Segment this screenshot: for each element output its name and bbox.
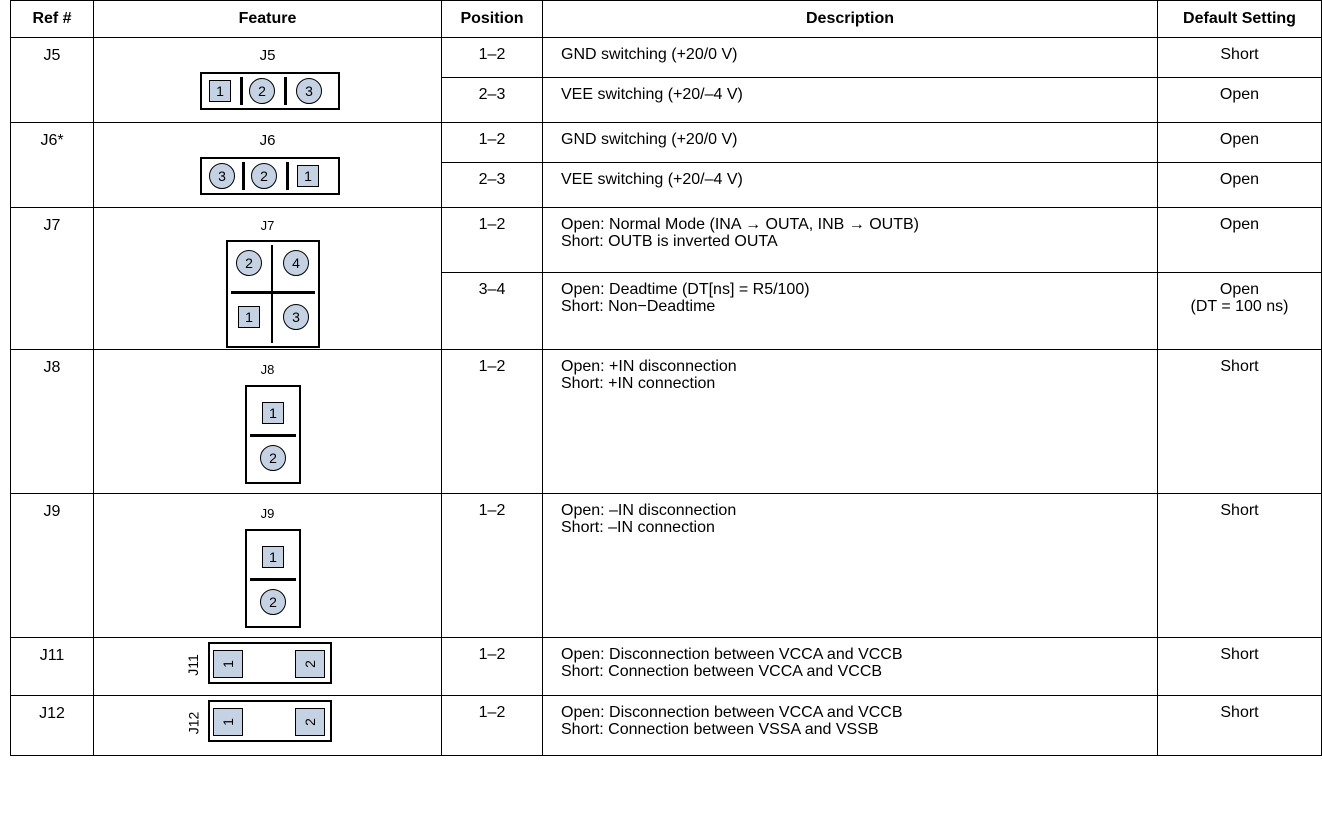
- pin-round: 2: [249, 78, 275, 104]
- pin-number: 2: [301, 718, 318, 726]
- default-cell: [1158, 208, 1322, 273]
- default-cell: [1158, 273, 1322, 350]
- description-line: Open: Disconnection between VCCA and VCCB: [561, 704, 903, 721]
- description-line: Short: OUTB is inverted OUTA: [561, 233, 778, 250]
- header-outline: [208, 642, 332, 684]
- ref-cell: J12: [11, 696, 94, 756]
- table-row: [11, 350, 1322, 494]
- default-value: Short: [1220, 502, 1259, 519]
- table-row: [11, 696, 1322, 756]
- table-row: [11, 638, 1322, 696]
- feature-cell: [94, 38, 442, 123]
- description-line: Short: Connection between VSSA and VSSB: [561, 721, 879, 738]
- pin-square: [295, 650, 325, 678]
- description-cell: [543, 350, 1158, 494]
- description-line: VEE switching (+20/–4 V): [561, 171, 743, 188]
- default-value: Short: [1220, 646, 1259, 663]
- default-value: Short: [1220, 358, 1259, 375]
- pin-round: 2: [260, 589, 286, 615]
- ref-cell: J5: [11, 38, 94, 123]
- pin-round: 3: [209, 163, 235, 189]
- pin-round: 3: [283, 304, 309, 330]
- shorting-bar: [242, 162, 245, 190]
- header-feature: Feature: [94, 1, 442, 38]
- description-cell: [543, 494, 1158, 638]
- feature-cell: [94, 123, 442, 208]
- description-line: Short: +IN connection: [561, 375, 716, 392]
- description-cell: [543, 123, 1158, 163]
- divider: [271, 245, 273, 343]
- table-row: [11, 208, 1322, 273]
- position-cell: 1–2: [442, 38, 543, 78]
- pin-square: 1: [262, 402, 284, 424]
- default-value: Open: [1219, 131, 1260, 148]
- description-cell: [543, 163, 1158, 208]
- header-outline: [245, 385, 301, 484]
- header-outline: [245, 529, 301, 628]
- header-outline: [226, 240, 320, 348]
- pin-square: [295, 708, 325, 736]
- position-cell: 2–3: [442, 163, 543, 208]
- default-cell: [1158, 163, 1322, 208]
- default-value: Open: [1219, 171, 1260, 188]
- description-line: VEE switching (+20/–4 V): [561, 86, 743, 103]
- description-line: Short: –IN connection: [561, 519, 715, 536]
- default-value: Short: [1220, 704, 1259, 721]
- description-cell: [543, 696, 1158, 756]
- default-note: (DT = 100 ns): [1190, 298, 1289, 315]
- position-cell: 1–2: [442, 494, 543, 638]
- description-cell: [543, 38, 1158, 78]
- feature-label: J5: [259, 47, 276, 64]
- default-cell: [1158, 78, 1322, 123]
- description-line: Short: Non−Deadtime: [561, 298, 716, 315]
- default-cell: [1158, 638, 1322, 696]
- feature-label: J9: [260, 506, 275, 521]
- default-value: Open: [1219, 86, 1260, 103]
- shorting-bar: [240, 77, 243, 105]
- description-line: GND switching (+20/0 V): [561, 46, 738, 63]
- position-cell: 1–2: [442, 696, 543, 756]
- header-row: [11, 1, 1322, 38]
- pin-round: 3: [296, 78, 322, 104]
- pin-round: 2: [251, 163, 277, 189]
- shorting-bar: [231, 291, 315, 294]
- feature-cell: [94, 494, 442, 638]
- pin-square: 1: [209, 80, 231, 102]
- pin-number: 1: [219, 660, 236, 668]
- feature-cell: [94, 638, 442, 696]
- ref-cell: J6*: [11, 123, 94, 208]
- ref-cell: J9: [11, 494, 94, 638]
- header-outline: [200, 157, 340, 195]
- default-cell: [1158, 123, 1322, 163]
- header-outline: [208, 700, 332, 742]
- feature-label: J8: [260, 362, 275, 377]
- position-cell: 3–4: [442, 273, 543, 350]
- description-line: Open: –IN disconnection: [561, 502, 737, 519]
- description-cell: [543, 208, 1158, 273]
- header-outline: [200, 72, 340, 110]
- feature-cell: [94, 208, 442, 350]
- description-cell: [543, 273, 1158, 350]
- description-cell: [543, 638, 1158, 696]
- pin-number: 1: [219, 718, 236, 726]
- shorting-bar: [286, 162, 289, 190]
- header-default-setting: Default Setting: [1158, 1, 1322, 38]
- pin-square: 1: [297, 165, 319, 187]
- ref-cell: J8: [11, 350, 94, 494]
- table-row: [11, 494, 1322, 638]
- description-line: Open: +IN disconnection: [561, 358, 737, 375]
- default-value: Open: [1219, 216, 1260, 233]
- default-cell: [1158, 38, 1322, 78]
- shorting-bar: [250, 578, 296, 581]
- feature-label: J12: [185, 711, 202, 735]
- table-row: [11, 123, 1322, 163]
- pin-square: 1: [262, 546, 284, 568]
- pin-round: 4: [283, 250, 309, 276]
- ref-cell: J11: [11, 638, 94, 696]
- position-cell: 1–2: [442, 123, 543, 163]
- position-cell: 1–2: [442, 208, 543, 273]
- position-cell: 1–2: [442, 638, 543, 696]
- position-cell: 1–2: [442, 350, 543, 494]
- jumper-settings-table: [10, 0, 1322, 756]
- default-value: Short: [1220, 46, 1259, 63]
- description-cell: [543, 78, 1158, 123]
- feature-label: J11: [184, 654, 201, 676]
- shorting-bar: [284, 77, 287, 105]
- default-cell: [1158, 696, 1322, 756]
- default-cell: [1158, 350, 1322, 494]
- feature-cell: [94, 350, 442, 494]
- pin-round: 2: [260, 445, 286, 471]
- description-line: Open: Disconnection between VCCA and VCCB: [561, 646, 903, 663]
- ref-cell: J7: [11, 208, 94, 350]
- pin-square: 1: [238, 306, 260, 328]
- shorting-bar: [250, 434, 296, 437]
- position-cell: 2–3: [442, 78, 543, 123]
- header-position: Position: [442, 1, 543, 38]
- table-row: [11, 38, 1322, 78]
- feature-label: J7: [260, 218, 275, 233]
- pin-square: [213, 708, 243, 736]
- default-value: Open: [1219, 281, 1260, 298]
- header-description: Description: [543, 1, 1158, 38]
- description-line: Open: Deadtime (DT[ns] = R5/100): [561, 281, 810, 298]
- description-line: Short: Connection between VCCA and VCCB: [561, 663, 883, 680]
- pin-number: 2: [301, 660, 318, 668]
- pin-square: [213, 650, 243, 678]
- pin-round: 2: [236, 250, 262, 276]
- header-ref: Ref #: [11, 1, 94, 38]
- feature-label: J6: [259, 132, 276, 149]
- description-line: GND switching (+20/0 V): [561, 131, 738, 148]
- feature-cell: [94, 696, 442, 756]
- description-line: Open: Normal Mode (INA → OUTA, INB → OUTB): [561, 216, 919, 233]
- default-cell: [1158, 494, 1322, 638]
